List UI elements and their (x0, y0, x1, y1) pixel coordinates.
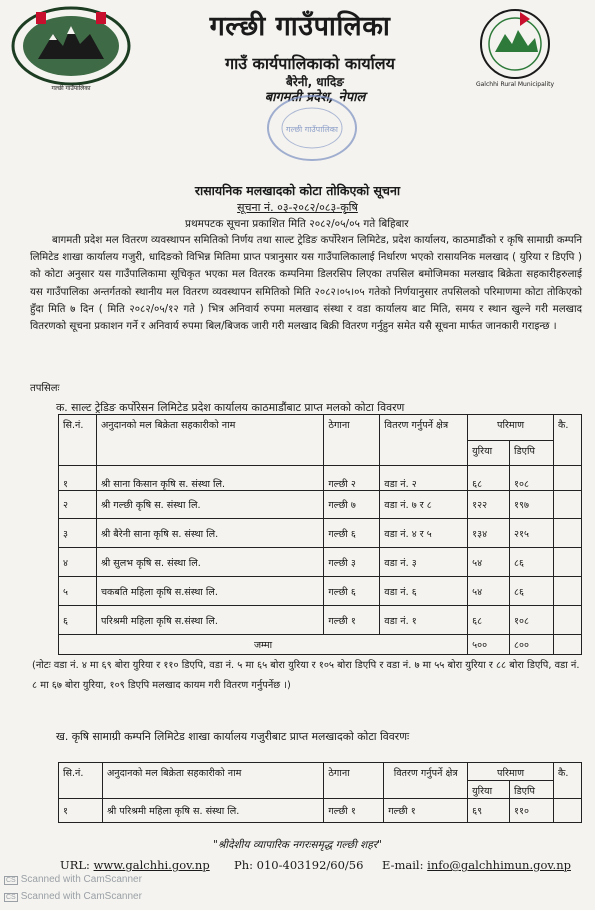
email-link[interactable]: info@galchhimun.gov.np (427, 858, 571, 872)
notice-body: बागमती प्रदेश मल वितरण व्यवस्थापन समितिको निर्णय तथा साल्ट ट्रेडिङ कर्पोरेशन लिमिटेड, प्रदेश कार्यालय, काठमाडौंको र कृषि सामाग्री कम्पनि लिमिटेड शाखा कार्यालय गजुरी, धादिङको विभिन्न मितिमा प्राप्त पत्रानुसार यस गाउँपालिकालाई निर्धारण भएको रासायनिक मलखाद ( युरिया र डिएपि ) को कोटा अनुसार यस गाउँपालिकामा सूचिकृत भएका मल वितरक कम्पनिमा डिलरसिप लिएका तपसिल बमोजिमका मलखाद बिक्रेता सहकारीहरुलाई यस गाउँपालिका अन्तर्गतको स्थानीय मल वितरण व्यवस्थापन समितिको मिति २०८२।०५।०५ गतेको निर्णयानुसार तपसिलको परिमाणमा कोटा तोकिएको हुँदा मिति ७ दिन ( मिति २०८२/०५/१२ गते ) भित्र अनिवार्य रुपमा मलखाद संस्था र वडा कार्यालय बाट मिति, समय र स्थान खुल्ने गरी मलखाद वितरणको सूचना प्रकाशन गर्ने र अनिवार्य रुपमा बिल/बिजक जारी गरी मलखाद बिक्री वितरण गर्नुहुन समेत यसै सूचना मार्फत जानकारी गराइन्छ । (30, 235, 582, 333)
col-area: वितरण गर्नुपर्ने क्षेत्र (384, 763, 468, 799)
notice-number: सूचना नं. ०३-२०८२/०८३-कृषि (237, 201, 358, 214)
col-remark: कै. (553, 763, 581, 799)
section-b-heading: ख. कृषि सामाग्री कम्पनि लिमिटेड शाखा कार्यालय गजुरीबाट प्राप्त मलखादको कोटा विवरणः (56, 730, 410, 743)
cell-area: वडा नं. ३ (380, 548, 468, 577)
office-stamp (262, 92, 362, 164)
province-name: बागमती प्रदेश, नेपाल (264, 90, 366, 105)
cell-urea: ६८ (468, 606, 510, 635)
col-quantity: परिमाण (468, 763, 554, 781)
cell-area: वडा नं. ७ र ८ (380, 491, 468, 519)
footer-email (382, 858, 571, 872)
camscanner-icon: CS (6, 877, 16, 884)
cell-name: परिश्रमी महिला कृषि स.संस्था लि. (96, 606, 323, 635)
cell-remark (554, 519, 582, 548)
cell-address: गल्छी २ (324, 466, 380, 491)
logo-left-caption: गल्छी गाउँपालिका (51, 85, 91, 92)
cell-remark (554, 606, 582, 635)
cell-sn: ६ (59, 606, 97, 635)
cell-name: चकबति महिला कृषि स.संस्था लि. (96, 577, 323, 606)
cell-sn: १ (59, 466, 97, 491)
col-urea: युरिया (468, 441, 510, 466)
cell-remark (554, 635, 582, 655)
cell-urea: ५४ (468, 548, 510, 577)
cell-address: गल्छी ६ (324, 577, 380, 606)
footer-url (60, 858, 210, 872)
footer-motto: "श्रीदेशीय व्यापारिक नगरःसमृद्ध गल्छी शहर" (212, 839, 383, 851)
col-remark: कै. (554, 415, 582, 466)
watermark-text: Scanned with CamScanner (20, 874, 142, 885)
cell-area: वडा नं. २ (380, 466, 468, 491)
cell-sn: ५ (59, 577, 97, 606)
table-row (59, 606, 582, 635)
cell-area: वडा नं. ६ (380, 577, 468, 606)
cell-address: गल्छी १ (324, 606, 380, 635)
website-link[interactable]: www.galchhi.gov.np (93, 858, 210, 872)
cell-dap: २१५ (510, 519, 554, 548)
notice-date: प्रथमपटक सूचना प्रकाशित मिति २०८२/०५/०५ गते बिहिबार (185, 218, 409, 230)
total-dap: ८०० (510, 635, 554, 655)
municipality-logo (470, 4, 560, 90)
cell-sn: २ (59, 491, 97, 519)
office-place: बैरेनी, धादिङ (286, 75, 344, 89)
col-address: ठेगाना (324, 415, 380, 466)
cell-name: श्री बैरेनी साना कृषि स. संस्था लि. (96, 519, 323, 548)
cell-area: वडा नं. ४ र ५ (380, 519, 468, 548)
cell-urea: ६९ (468, 799, 510, 823)
total-urea: ५०० (468, 635, 510, 655)
cell-dap: ११० (510, 799, 554, 823)
cell-address: गल्छी ६ (324, 519, 380, 548)
cell-sn: ४ (59, 548, 97, 577)
col-urea: युरिया (468, 781, 510, 799)
url-label: URL: (60, 858, 90, 872)
page-title: गल्छी गाउँपालिका (209, 11, 391, 42)
cell-dap: ८६ (510, 548, 554, 577)
table-row (59, 799, 582, 823)
cell-remark (554, 466, 582, 491)
cell-area: गल्छी १ (384, 799, 468, 823)
cell-address: गल्छी ३ (324, 548, 380, 577)
logo-right-caption: Galchhi Rural Municipality (475, 81, 555, 88)
cell-urea: ५४ (468, 577, 510, 606)
table-row (59, 577, 582, 606)
col-dap: डिएपि (510, 441, 554, 466)
cell-dap: १९७ (510, 491, 554, 519)
col-name: अनुदानको मल बिक्रेता सहकारीको नाम (96, 415, 323, 466)
table-row (59, 466, 582, 491)
total-label: जम्मा (59, 635, 468, 655)
section-a-heading: क. साल्ट ट्रेडिङ कर्पोरेसन लिमिटेड प्रदेश कार्यालय काठमाडौंबाट प्राप्त मलको कोटा विवरण (56, 401, 405, 414)
col-sn: सि.नं. (59, 763, 103, 799)
cell-remark (554, 577, 582, 606)
cell-dap: ८६ (510, 577, 554, 606)
office-name: गाउँ कार्यपालिकाको कार्यालय (225, 54, 395, 73)
cell-sn: ३ (59, 519, 97, 548)
details-label: तपसिलः (30, 383, 60, 394)
cell-name: श्री सुलभ कृषि स. संस्था लि. (96, 548, 323, 577)
camscanner-watermark (4, 891, 142, 902)
total-row (59, 635, 582, 655)
col-address: ठेगाना (324, 763, 384, 799)
col-name: अनुदानको मल बिक्रेता सहकारीको नाम (102, 763, 323, 799)
cell-name: श्री परिश्रमी महिला कृषि स. संस्था लि. (102, 799, 323, 823)
table-row (59, 491, 582, 519)
cell-dap: १०८ (510, 606, 554, 635)
cell-remark (553, 799, 581, 823)
watermark-text: Scanned with CamScanner (20, 891, 142, 902)
cell-sn: १ (59, 799, 103, 823)
cell-remark (554, 548, 582, 577)
col-quantity: परिमाण (468, 415, 554, 441)
cell-address: गल्छी ७ (324, 491, 380, 519)
cell-address: गल्छी १ (324, 799, 384, 823)
footer-phone: Ph: 010-403192/60/56 (234, 858, 364, 872)
section-b-table (58, 762, 582, 823)
section-a-note: (नोटः वडा नं. ४ मा ६९ बोरा युरिया र ११० डिएपि, वडा नं. ५ मा ६५ बोरा युरिया र १०५ बोरा डिएपि र वडा नं. ७ मा ५५ बोरा युरिया र ८८ बोरा डिएपि, वडा नं. ८ मा ६७ बोरा युरिया, १०९ डिएपि मलखाद कायम गरी वितरण गर्नुपर्नेछ ।) (32, 660, 580, 691)
table-row (59, 548, 582, 577)
cell-dap: १०८ (510, 466, 554, 491)
camscanner-icon: CS (6, 894, 16, 901)
cell-name: श्री साना किसान कृषि स. संस्था लि. (96, 466, 323, 491)
cell-name: श्री गल्छी कृषि स. संस्था लि. (96, 491, 323, 519)
col-sn: सि.नं. (59, 415, 97, 466)
stamp-text: गल्छी गाउँपालिका (285, 125, 339, 134)
section-a-table (58, 414, 582, 655)
cell-remark (554, 491, 582, 519)
cell-urea: १३४ (468, 519, 510, 548)
nepal-emblem-logo (8, 4, 134, 92)
cell-area: वडा नं. १ (380, 606, 468, 635)
col-dap: डिएपि (510, 781, 554, 799)
table-row (59, 519, 582, 548)
cell-urea: ६८ (468, 466, 510, 491)
camscanner-watermark (4, 874, 142, 885)
email-label: E-mail: (382, 858, 424, 872)
cell-urea: १२२ (468, 491, 510, 519)
col-area: वितरण गर्नुपर्ने क्षेत्र (380, 415, 468, 466)
notice-title: रासायनिक मलखादको कोटा तोकिएको सूचना (194, 183, 401, 198)
